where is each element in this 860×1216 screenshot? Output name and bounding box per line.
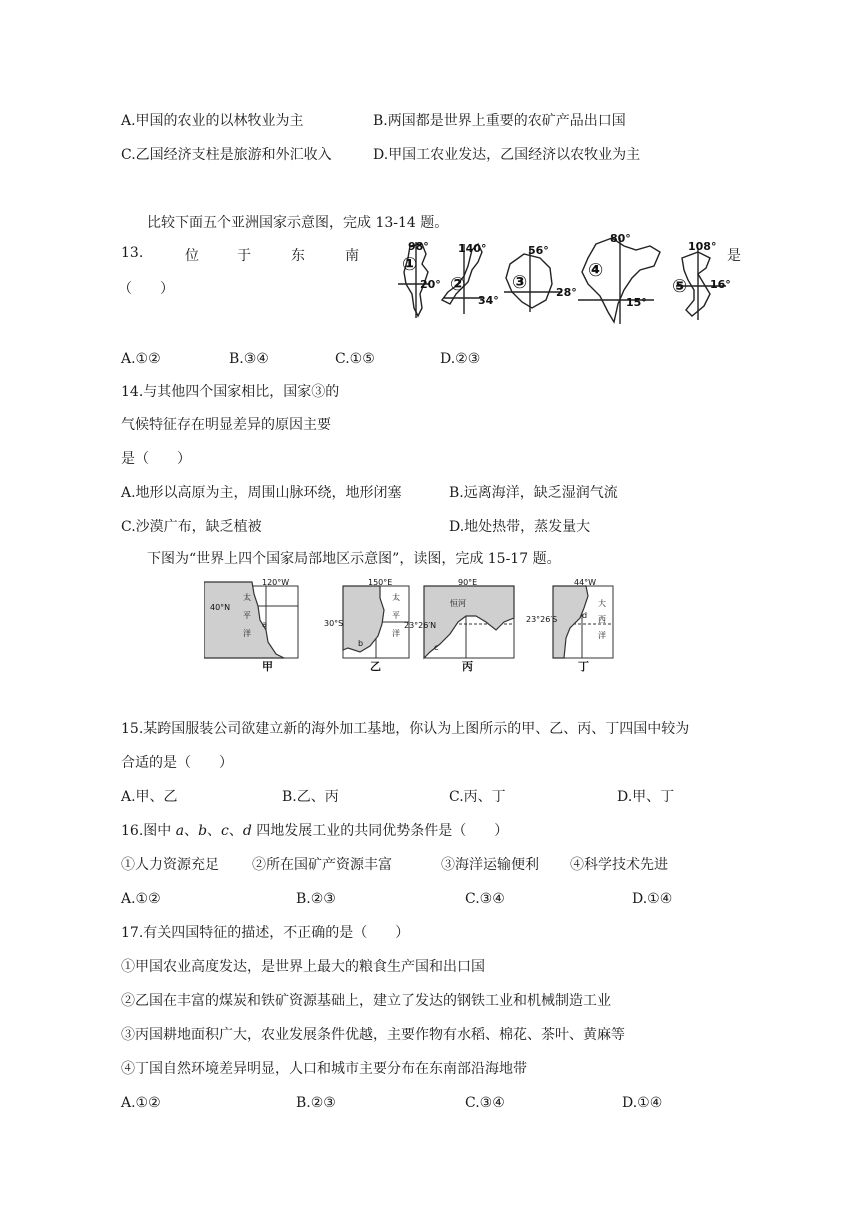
map3-lon: 56° <box>528 244 549 257</box>
q16-stem <box>121 821 508 841</box>
ganges-label: 恒河 <box>450 599 466 608</box>
q15-option-c: C.丙、丁 <box>449 789 506 805</box>
q14-option-a: A.地形以高原为主，周围山脉环绕，地形闭塞 <box>121 485 402 501</box>
point-d: d <box>582 611 588 620</box>
intro-15-17: 下图为“世界上四个国家局部地区示意图”，读图，完成 15-17 题。 <box>147 551 561 567</box>
bing-lon: 90°E <box>458 578 478 587</box>
asia-countries-figure <box>392 228 732 328</box>
map-caption-yi: 乙 <box>370 660 381 673</box>
map3-lat: 28° <box>556 286 577 299</box>
q13-number: 13. <box>121 245 144 261</box>
q17-option-d: D.①④ <box>622 1095 663 1111</box>
q16-item-4: ④科学技术先进 <box>570 857 668 873</box>
q16-sep: 、 <box>207 823 222 839</box>
map4-lon: 80° <box>610 232 631 245</box>
q16-point-c: c <box>221 823 229 839</box>
yi-ocean: 洋 <box>392 629 400 638</box>
q14-option-d: D.地处热带，蒸发量大 <box>449 519 591 535</box>
point-c: c <box>434 643 439 652</box>
q17-stem: 17.有关四国特征的描述，不正确的是（ ） <box>121 925 410 941</box>
q14-stem-line3: 是（ ） <box>121 451 191 467</box>
option-c: C.乙国经济支柱是旅游和外汇收入 <box>121 147 332 163</box>
map1-lon: 98° <box>408 240 429 253</box>
point-b: b <box>358 639 364 648</box>
q17-option-b: B.②③ <box>296 1095 336 1111</box>
q13-option-a: A.①② <box>121 351 161 367</box>
intro-13-14: 比较下面五个亚洲国家示意图，完成 13-14 题。 <box>147 215 449 231</box>
point-a: a <box>262 620 267 629</box>
q15-option-b: B.乙、丙 <box>282 789 339 805</box>
map5-number: ⑤ <box>672 276 688 297</box>
q14-stem-line1: 14.与其他四个国家相比，国家③的 <box>121 384 340 400</box>
map2-lat: 34° <box>478 294 499 307</box>
q15-stem-line2: 合适的是（ ） <box>121 755 233 771</box>
map5-lat: 16° <box>710 278 731 291</box>
ding-ocean: 西 <box>598 615 606 624</box>
q17-option-a: A.①② <box>121 1095 161 1111</box>
q16-stem-post: 四地发展工业的共同优势条件是（ ） <box>251 823 509 839</box>
option-d: D.甲国工农业发达，乙国经济以农牧业为主 <box>373 147 641 163</box>
yi-ocean: 太 <box>392 593 400 602</box>
q13-char: 南 <box>345 248 359 264</box>
map4-number: ④ <box>588 260 604 281</box>
q16-sep: 、 <box>184 823 199 839</box>
q16-item-2: ②所在国矿产资源丰富 <box>252 857 392 873</box>
q14-stem-line2: 气候特征存在明显差异的原因主要 <box>121 417 331 433</box>
q13-char: 于 <box>237 248 251 264</box>
q16-sep: 、 <box>228 823 243 839</box>
q16-point-b: b <box>198 823 208 839</box>
map-caption-bing: 丙 <box>462 660 473 673</box>
q13-char: 位 <box>185 248 199 264</box>
q16-option-b: B.②③ <box>296 891 336 907</box>
q17-item-2: ②乙国在丰富的煤炭和铁矿资源基础上，建立了发达的钢铁工业和机械制造工业 <box>121 993 611 1009</box>
q13-char: 是 <box>727 248 741 264</box>
q13-option-d: D.②③ <box>440 351 481 367</box>
q13-char: 东 <box>291 248 305 264</box>
map4-lat: 15° <box>626 296 647 309</box>
jia-lon: 120°W <box>262 578 290 587</box>
yi-ocean: 平 <box>392 611 400 620</box>
world-countries-figure <box>204 578 616 674</box>
q16-item-1: ①人力资源充足 <box>121 857 219 873</box>
q17-item-1: ①甲国农业高度发达，是世界上最大的粮食生产国和出口国 <box>121 959 485 975</box>
ding-ocean: 大 <box>598 599 606 608</box>
q15-stem-line1: 15.某跨国服装公司欲建立新的海外加工基地，你认为上图所示的甲、乙、丙、丁四国中较为 <box>121 721 690 737</box>
q17-option-c: C.③④ <box>465 1095 505 1111</box>
ding-lat: 23°26′S <box>526 615 558 624</box>
q17-item-3: ③丙国耕地面积广大，农业发展条件优越，主要作物有水稻、棉花、茶叶、黄麻等 <box>121 1027 625 1043</box>
q16-option-d: D.①④ <box>632 891 673 907</box>
jia-lat: 40°N <box>210 603 231 612</box>
jia-ocean: 洋 <box>243 629 251 638</box>
q15-option-a: A.甲、乙 <box>121 789 178 805</box>
ding-ocean: 洋 <box>598 631 606 640</box>
map2-lon: 140° <box>458 242 487 255</box>
q17-item-4: ④丁国自然环境差异明显，人口和城市主要分布在东南部沿海地带 <box>121 1061 527 1077</box>
jia-ocean: 平 <box>243 611 251 620</box>
q15-option-d: D.甲、丁 <box>617 789 675 805</box>
bing-lat: 23°26′N <box>404 621 437 630</box>
map3-number: ③ <box>512 272 528 293</box>
q13-paren: （ ） <box>118 281 174 297</box>
map5-lon: 108° <box>688 240 717 253</box>
map2-number: ② <box>450 274 466 295</box>
jia-ocean: 太 <box>243 593 251 602</box>
q16-option-a: A.①② <box>121 891 161 907</box>
option-b: B.两国都是世界上重要的农矿产品出口国 <box>373 113 626 129</box>
ding-lon: 44°W <box>574 578 597 587</box>
map-caption-jia: 甲 <box>262 660 273 673</box>
q16-option-c: C.③④ <box>465 891 505 907</box>
q16-item-3: ③海洋运输便利 <box>441 857 539 873</box>
q14-option-b: B.远离海洋，缺乏湿润气流 <box>449 485 618 501</box>
yi-lat: 30°S <box>324 619 344 628</box>
map-caption-ding: 丁 <box>578 660 589 673</box>
q16-point-d: d <box>242 823 252 839</box>
map1-number: ① <box>402 254 418 275</box>
q16-stem-pre: 16.图中 <box>121 823 176 839</box>
q13-option-c: C.①⑤ <box>335 351 375 367</box>
q13-option-b: B.③④ <box>229 351 269 367</box>
yi-lon: 150°E <box>368 578 393 587</box>
option-a: A.甲国的农业的以林牧业为主 <box>121 113 304 129</box>
q14-option-c: C.沙漠广布，缺乏植被 <box>121 519 262 535</box>
map1-lat: 20° <box>420 278 441 291</box>
q16-point-a: a <box>175 823 185 839</box>
